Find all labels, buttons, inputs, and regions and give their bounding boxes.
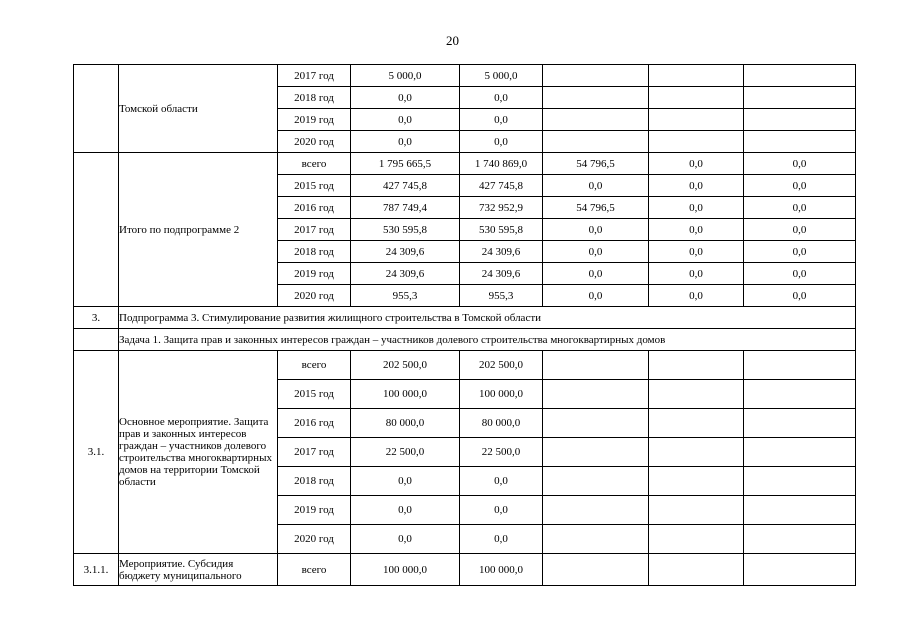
year-cell: 2020 год xyxy=(278,131,351,153)
value-cell xyxy=(649,109,744,131)
row-name-cell: Итого по подпрограмме 2 xyxy=(119,153,278,307)
total-cell: 0,0 xyxy=(351,467,460,496)
table-row xyxy=(74,153,856,175)
value-cell: 0,0 xyxy=(649,263,744,285)
row-number-cell xyxy=(74,153,119,307)
value-cell: 0,0 xyxy=(744,175,856,197)
total-cell: 0,0 xyxy=(351,109,460,131)
value-cell xyxy=(744,109,856,131)
year-cell: 2015 год xyxy=(278,175,351,197)
value-cell xyxy=(543,87,649,109)
value-cell: 0,0 xyxy=(744,219,856,241)
value-cell xyxy=(744,380,856,409)
total-cell: 530 595,8 xyxy=(351,219,460,241)
value-cell xyxy=(649,65,744,87)
value-cell xyxy=(744,131,856,153)
value-cell xyxy=(649,409,744,438)
value-cell xyxy=(649,496,744,525)
value-cell xyxy=(543,409,649,438)
value-cell xyxy=(744,467,856,496)
value-cell: 732 952,9 xyxy=(460,197,543,219)
value-cell: 100 000,0 xyxy=(460,554,543,586)
table-row xyxy=(74,554,856,586)
value-cell: 0,0 xyxy=(744,197,856,219)
value-cell: 0,0 xyxy=(744,285,856,307)
value-cell xyxy=(744,87,856,109)
total-cell: 5 000,0 xyxy=(351,65,460,87)
year-cell: всего xyxy=(278,351,351,380)
page-number: 20 xyxy=(446,33,459,48)
total-cell: 24 309,6 xyxy=(351,241,460,263)
value-cell xyxy=(543,438,649,467)
value-cell: 0,0 xyxy=(649,285,744,307)
year-cell: всего xyxy=(278,554,351,586)
value-cell: 530 595,8 xyxy=(460,219,543,241)
year-cell: 2019 год xyxy=(278,263,351,285)
value-cell: 0,0 xyxy=(543,285,649,307)
value-cell: 80 000,0 xyxy=(460,409,543,438)
value-cell: 0,0 xyxy=(744,263,856,285)
value-cell: 202 500,0 xyxy=(460,351,543,380)
value-cell: 955,3 xyxy=(460,285,543,307)
year-cell: 2018 год xyxy=(278,241,351,263)
value-cell: 0,0 xyxy=(460,467,543,496)
year-cell: 2019 год xyxy=(278,109,351,131)
value-cell xyxy=(744,65,856,87)
row-name-cell: Основное мероприятие. Защита прав и законных интересов граждан – участников долевого строительства многоквартирных домов на территории Томской области xyxy=(119,351,278,554)
value-cell xyxy=(649,525,744,554)
year-cell: всего xyxy=(278,153,351,175)
year-cell: 2017 год xyxy=(278,219,351,241)
value-cell xyxy=(649,467,744,496)
value-cell: 5 000,0 xyxy=(460,65,543,87)
year-cell: 2020 год xyxy=(278,285,351,307)
year-cell: 2018 год xyxy=(278,87,351,109)
total-cell: 0,0 xyxy=(351,525,460,554)
budget-table xyxy=(73,64,856,586)
year-cell: 2016 год xyxy=(278,197,351,219)
value-cell xyxy=(543,131,649,153)
row-number-cell xyxy=(74,329,119,351)
subprogram-row xyxy=(74,307,856,329)
value-cell xyxy=(744,496,856,525)
year-cell: 2019 год xyxy=(278,496,351,525)
value-cell: 0,0 xyxy=(543,175,649,197)
task-title: Задача 1. Защита прав и законных интересов граждан – участников долевого строительства многоквартирных домов xyxy=(119,329,856,351)
total-cell: 787 749,4 xyxy=(351,197,460,219)
value-cell xyxy=(744,351,856,380)
value-cell xyxy=(543,109,649,131)
value-cell: 0,0 xyxy=(543,241,649,263)
value-cell: 0,0 xyxy=(649,219,744,241)
value-cell xyxy=(543,351,649,380)
total-cell: 1 795 665,5 xyxy=(351,153,460,175)
value-cell xyxy=(543,496,649,525)
total-cell: 24 309,6 xyxy=(351,263,460,285)
value-cell: 24 309,6 xyxy=(460,263,543,285)
row-name-cell: Томской области xyxy=(119,65,278,153)
year-cell: 2020 год xyxy=(278,525,351,554)
value-cell: 1 740 869,0 xyxy=(460,153,543,175)
total-cell: 100 000,0 xyxy=(351,554,460,586)
value-cell: 0,0 xyxy=(649,197,744,219)
value-cell: 100 000,0 xyxy=(460,380,543,409)
value-cell: 0,0 xyxy=(460,525,543,554)
year-cell: 2018 год xyxy=(278,467,351,496)
value-cell: 24 309,6 xyxy=(460,241,543,263)
value-cell xyxy=(744,554,856,586)
value-cell: 0,0 xyxy=(460,87,543,109)
row-name-cell: Мероприятие. Субсидия бюджету муниципального xyxy=(119,554,278,586)
total-cell: 202 500,0 xyxy=(351,351,460,380)
value-cell xyxy=(744,409,856,438)
value-cell: 0,0 xyxy=(460,131,543,153)
total-cell: 0,0 xyxy=(351,496,460,525)
subprogram-title: Подпрограмма 3. Стимулирование развития жилищного строительства в Томской области xyxy=(119,307,856,329)
total-cell: 22 500,0 xyxy=(351,438,460,467)
value-cell xyxy=(649,380,744,409)
value-cell: 0,0 xyxy=(460,496,543,525)
row-number-cell: 3. xyxy=(74,307,119,329)
value-cell: 0,0 xyxy=(543,219,649,241)
value-cell: 0,0 xyxy=(543,263,649,285)
task-row xyxy=(74,329,856,351)
value-cell: 54 796,5 xyxy=(543,197,649,219)
value-cell xyxy=(649,351,744,380)
value-cell: 0,0 xyxy=(649,241,744,263)
total-cell: 80 000,0 xyxy=(351,409,460,438)
total-cell: 0,0 xyxy=(351,87,460,109)
year-cell: 2017 год xyxy=(278,65,351,87)
value-cell: 427 745,8 xyxy=(460,175,543,197)
table-row xyxy=(74,65,856,87)
value-cell: 0,0 xyxy=(744,241,856,263)
row-number-cell xyxy=(74,65,119,153)
year-cell: 2016 год xyxy=(278,409,351,438)
table-row xyxy=(74,351,856,380)
value-cell: 22 500,0 xyxy=(460,438,543,467)
value-cell: 0,0 xyxy=(649,175,744,197)
row-number-cell: 3.1. xyxy=(74,351,119,554)
value-cell xyxy=(543,467,649,496)
value-cell xyxy=(649,554,744,586)
total-cell: 955,3 xyxy=(351,285,460,307)
value-cell xyxy=(649,131,744,153)
value-cell: 0,0 xyxy=(649,153,744,175)
value-cell: 54 796,5 xyxy=(543,153,649,175)
row-number-cell: 3.1.1. xyxy=(74,554,119,586)
year-cell: 2017 год xyxy=(278,438,351,467)
value-cell: 0,0 xyxy=(460,109,543,131)
total-cell: 427 745,8 xyxy=(351,175,460,197)
value-cell xyxy=(543,65,649,87)
total-cell: 0,0 xyxy=(351,131,460,153)
value-cell xyxy=(744,525,856,554)
value-cell xyxy=(543,554,649,586)
total-cell: 100 000,0 xyxy=(351,380,460,409)
year-cell: 2015 год xyxy=(278,380,351,409)
value-cell: 0,0 xyxy=(744,153,856,175)
value-cell xyxy=(543,525,649,554)
value-cell xyxy=(649,87,744,109)
value-cell xyxy=(744,438,856,467)
value-cell xyxy=(649,438,744,467)
value-cell xyxy=(543,380,649,409)
